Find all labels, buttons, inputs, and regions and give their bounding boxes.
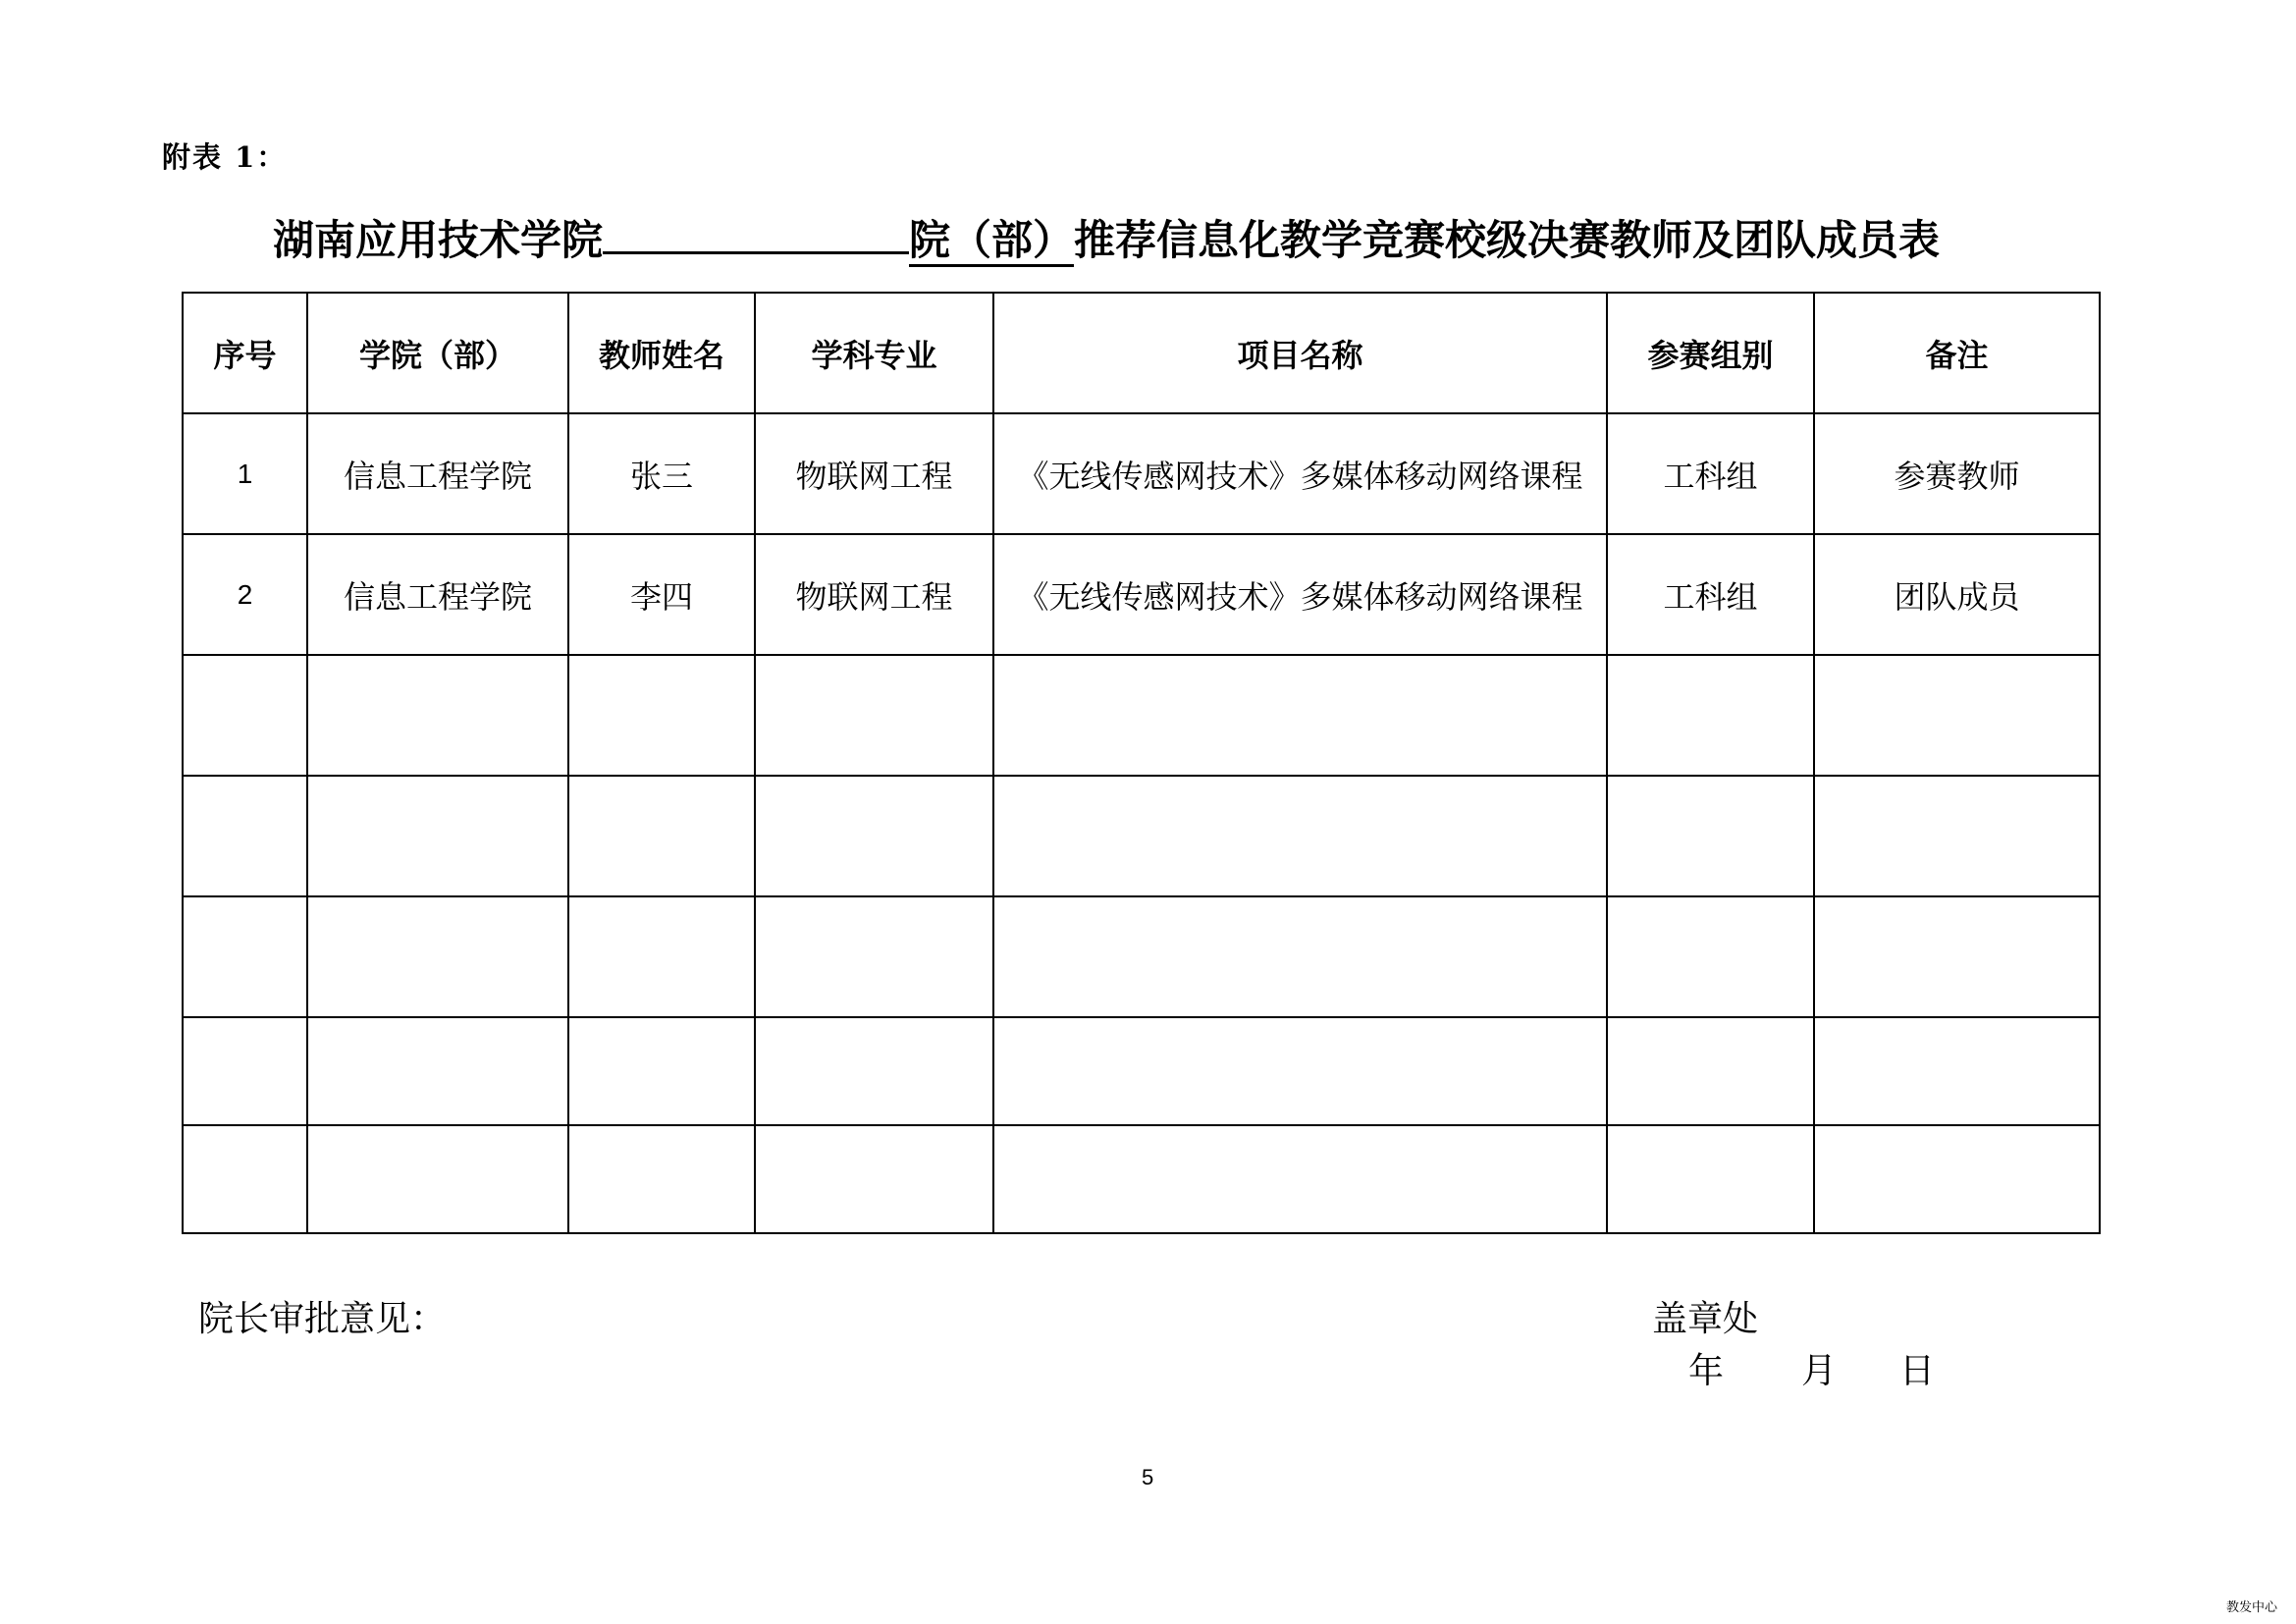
table-cell: [993, 655, 1607, 776]
table-cell: 工科组: [1607, 413, 1814, 534]
table-cell: 工科组: [1607, 534, 1814, 655]
header-cell: 序号: [183, 293, 307, 413]
table-row: [183, 896, 2100, 1017]
table-cell: [307, 655, 568, 776]
table-cell: [1814, 1125, 2100, 1233]
table-cell: 物联网工程: [755, 413, 993, 534]
table-cell: [1607, 1125, 1814, 1233]
table-cell: [1607, 655, 1814, 776]
table-cell: [183, 1125, 307, 1233]
table-cell: [1607, 896, 1814, 1017]
table-cell: 参赛教师: [1814, 413, 2100, 534]
table-cell: [1607, 1017, 1814, 1125]
table-cell: [568, 1125, 755, 1233]
table-cell: [568, 1017, 755, 1125]
table-cell: [755, 776, 993, 896]
header-cell: 参赛组别: [1607, 293, 1814, 413]
table-cell: [1814, 776, 2100, 896]
date-year: 年: [1688, 1351, 1725, 1391]
table-cell: 团队成员: [1814, 534, 2100, 655]
table-cell: 李四: [568, 534, 755, 655]
table-cell: [568, 776, 755, 896]
table-cell: 张三: [568, 413, 755, 534]
table-cell: [568, 896, 755, 1017]
table-cell: 《无线传感网技术》多媒体移动网络课程: [993, 534, 1607, 655]
attachment-label: 附表 1：: [162, 140, 288, 174]
header-cell: 学科专业: [755, 293, 993, 413]
date-month: 月: [1801, 1351, 1838, 1391]
seal-label: 盖章处: [1652, 1299, 1759, 1339]
table-cell: [307, 1017, 568, 1125]
title-prefix: 湖南应用技术学院: [273, 216, 604, 264]
table-cell: [183, 1017, 307, 1125]
table-row: [183, 1017, 2100, 1125]
table-cell: [183, 896, 307, 1017]
table-cell: [183, 655, 307, 776]
table-cell: [307, 896, 568, 1017]
table-cell: 《无线传感网技术》多媒体移动网络课程: [993, 413, 1607, 534]
table-cell: [568, 655, 755, 776]
table-cell: [755, 896, 993, 1017]
header-cell: 教师姓名: [568, 293, 755, 413]
header-cell: 项目名称: [993, 293, 1607, 413]
table-cell: 2: [183, 534, 307, 655]
header-cell: 备注: [1814, 293, 2100, 413]
header-cell: 学院（部）: [307, 293, 568, 413]
roster-table: [182, 292, 2101, 1234]
table-cell: [993, 776, 1607, 896]
table-cell: [183, 776, 307, 896]
table-cell: 物联网工程: [755, 534, 993, 655]
table-cell: [755, 655, 993, 776]
date-line: [1688, 1343, 1935, 1393]
table-cell: [993, 896, 1607, 1017]
table-cell: 1: [183, 413, 307, 534]
table-cell: [307, 1125, 568, 1233]
table-cell: [1814, 896, 2100, 1017]
title-suffix: 推荐信息化教学竞赛校级决赛教师及团队成员表: [1074, 216, 1941, 264]
table-row: [183, 534, 2100, 655]
title-blank-line: [603, 208, 909, 254]
title-underlined: 院（部）: [909, 216, 1074, 267]
table-cell: [1814, 655, 2100, 776]
table-cell: [993, 1017, 1607, 1125]
page-number: 5: [1142, 1465, 1154, 1489]
table-cell: [307, 776, 568, 896]
table-cell: 信息工程学院: [307, 413, 568, 534]
table-row: [183, 776, 2100, 896]
document-title: [273, 208, 2059, 267]
table-row: [183, 413, 2100, 534]
table-cell: [755, 1125, 993, 1233]
approval-label: 院长审批意见：: [198, 1299, 447, 1339]
table-cell: [1607, 776, 1814, 896]
watermark: 教发中心: [2226, 1600, 2278, 1615]
header-row: [183, 293, 2100, 413]
table-cell: [755, 1017, 993, 1125]
table-cell: [993, 1125, 1607, 1233]
date-day: 日: [1899, 1351, 1936, 1391]
table-cell: 信息工程学院: [307, 534, 568, 655]
table-row: [183, 1125, 2100, 1233]
table-cell: [1814, 1017, 2100, 1125]
table-row: [183, 655, 2100, 776]
